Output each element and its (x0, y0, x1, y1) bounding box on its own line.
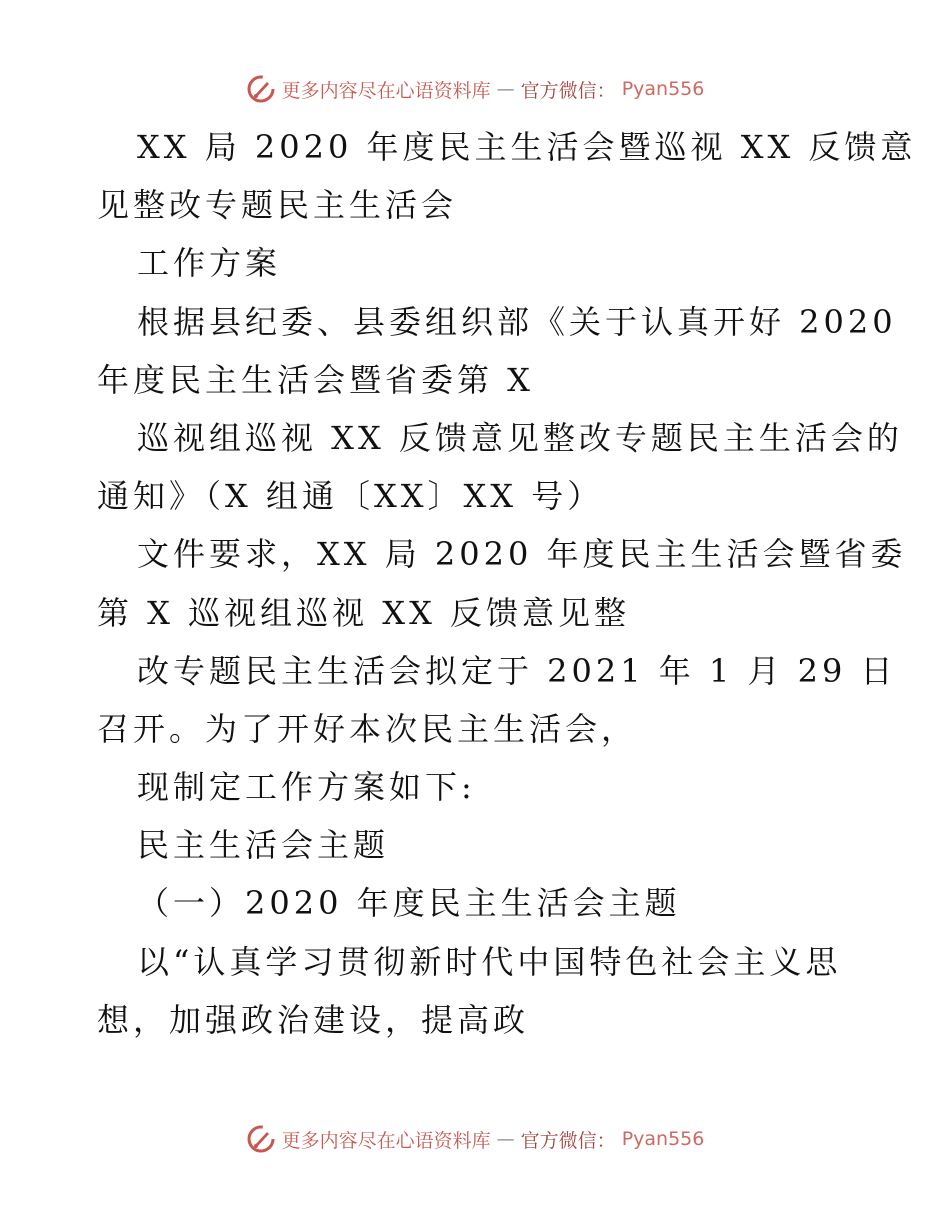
text-line: （一）2020 年度民主生活会主题 (137, 884, 681, 923)
text-line: 见整改专题民主生活会 (97, 186, 458, 225)
header-watermark (0, 74, 950, 104)
text-line: XX 局 2020 年度民主生活会暨巡视 XX 反馈意 (137, 128, 917, 166)
text-line: 文件要求，XX 局 2020 年度民主生活会暨省委 (137, 535, 907, 574)
text-line: 以“认真学习贯彻新时代中国特色社会主义思 (137, 942, 842, 981)
watermark-site-text: 更多内容尽在心语资料库 (281, 1129, 491, 1152)
watermark-separator: — (496, 78, 515, 100)
watermark-site-text: 更多内容尽在心语资料库 (281, 79, 491, 102)
watermark-wechat-id: Pyan556 (621, 78, 705, 100)
text-line: 第 X 巡视组巡视 XX 反馈意见整 (97, 593, 631, 632)
text-line: 工作方案 (137, 244, 282, 283)
footer-watermark (0, 1124, 950, 1154)
text-line: 根据县纪委、县委组织部《关于认真开好 2020 (137, 302, 897, 341)
text-line: 巡视组巡视 XX 反馈意见整改专题民主生活会的 (137, 418, 903, 457)
document-body (97, 118, 917, 1049)
text-line: 想，加强政治建设，提高政 (97, 1000, 530, 1039)
brush-circle-logo-icon (246, 74, 276, 104)
text-line: 年度民主生活会暨省委第 X (97, 360, 534, 399)
text-line: 改专题民主生活会拟定于 2021 年 1 月 29 日 (137, 651, 897, 690)
text-line: 民主生活会主题 (137, 826, 390, 865)
watermark-wechat-label: 官方微信： (520, 1129, 616, 1152)
brush-circle-logo-icon (246, 1124, 276, 1154)
watermark-separator: — (496, 1128, 515, 1150)
watermark-wechat-id: Pyan556 (621, 1128, 705, 1150)
watermark-wechat-label: 官方微信： (520, 79, 616, 102)
text-line: 召开。为了开好本次民主生活会， (97, 709, 638, 748)
text-line: 现制定工作方案如下: (137, 768, 476, 807)
text-line: 通知》（X 组通〔XX〕XX 号） (97, 477, 604, 516)
